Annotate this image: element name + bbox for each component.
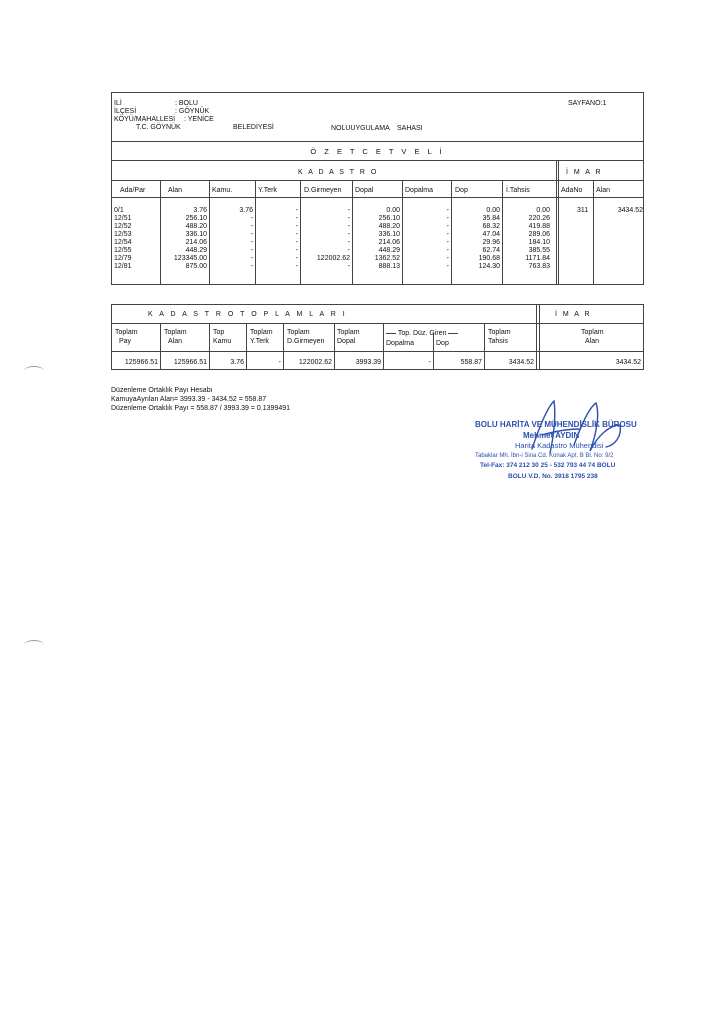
header-dopal: Dopal: [355, 187, 374, 194]
header-kamu: Kamu.: [212, 187, 233, 194]
header-toplam-dgirmeyen-sub: D.Girmeyen: [287, 338, 325, 345]
il-value: : BOLU: [175, 100, 198, 107]
header-toplam-alan-sub: Alan: [168, 338, 183, 345]
total-dop: 558.87: [460, 359, 482, 366]
total-tahsis: 3434.52: [508, 359, 534, 366]
header-imar-toplam-alan-sub: Alan: [585, 338, 600, 345]
total-alan: 125966.51: [173, 359, 207, 366]
header-dopalma: Dopalma: [405, 187, 434, 194]
header-dgirmeyen: D.Girmeyen: [304, 187, 342, 194]
belediye-label: BELEDİYESİ: [233, 124, 274, 131]
divider: [112, 351, 643, 352]
col-imar-alan: 3434.52: [617, 207, 643, 214]
header-adano: AdaNo: [561, 187, 583, 194]
main-table: [111, 161, 644, 285]
koy-label: KÖYÜ/MAHALLESİ: [114, 116, 176, 123]
header-toplam-tahsis-sub: Tahsis: [488, 338, 508, 345]
ozet-cetveli-band: [111, 142, 644, 161]
stamp-address: Tabaklar Mh. İbn-i Sina Cd. Konak Apt. B Bl. No: 9/2: [475, 453, 614, 459]
divider: [593, 180, 594, 284]
kadastro-title: K A D A S T R O: [298, 169, 379, 176]
total-dopal: 3993.39: [355, 359, 381, 366]
imar-title: İ M A R: [566, 169, 603, 176]
header-dop: Dop: [436, 340, 449, 347]
company-stamp: [470, 395, 650, 495]
header-toplam-dopal-sub: Dopal: [337, 338, 356, 345]
header-imar-toplam-alan: Toplam: [581, 329, 604, 336]
header-top-duz-giren: [386, 330, 482, 337]
totals-imar-title: İ M A R: [555, 311, 592, 318]
dash-line: [386, 333, 396, 334]
calc-ortaklik-payi: Düzenleme Ortaklık Payı = 558.87 / 3993.39 = 0.1399491: [111, 405, 291, 412]
uygulama-no-label: NOLUUYGULAMA: [331, 125, 390, 132]
koy-value: : YENİCE: [184, 116, 214, 123]
tc-municipality: T.C. GÖYNÜK: [136, 124, 181, 131]
divider: [112, 197, 643, 198]
header-toplam-yterk: Toplam: [250, 329, 273, 336]
stamp-title: Harita Kadastro Mühendisi: [515, 441, 604, 450]
punch-mark: [24, 640, 44, 650]
header-itahsis: İ.Tahsis: [506, 187, 530, 194]
punch-mark: [24, 366, 44, 376]
header-dopalma: Dopalma: [386, 340, 415, 347]
sahasi-label: SAHASI: [397, 125, 423, 132]
col-dopal: 0.00 256.10 488.20 336.10 214.06 448.29 1362.52 888.13: [374, 207, 400, 270]
col-ada-par: 0/1 12/51 12/52 12/53 12/54 12/55 12/79 12/81: [114, 207, 132, 270]
header-toplam-yterk-sub: Y.Terk: [250, 338, 269, 345]
header-top-kamu-sub: Kamu: [213, 338, 232, 345]
header-toplam-dopal: Toplam: [337, 329, 360, 336]
document-header: [111, 92, 644, 142]
ozet-cetveli-title: Ö Z E T C E T V E L İ: [310, 147, 445, 156]
total-dopalma: -: [428, 359, 431, 366]
ilce-label: İLÇESİ: [114, 108, 137, 115]
signature: [470, 395, 650, 495]
stamp-tax-no: BOLU V.D. No. 3918 1795 238: [508, 473, 598, 480]
stamp-company: BOLU HARİTA VE MÜHENDİSLİK BÜROSU: [475, 420, 637, 429]
col-dop: 0.00 35.84 68.32 47.04 29.96 62.74 190.68 124.30: [478, 207, 500, 270]
header-dop: Dop: [455, 187, 468, 194]
header-alan: Alan: [168, 187, 183, 194]
col-dgirmeyen: - - - - - - 122002.62 -: [316, 207, 350, 270]
header-imar-alan: Alan: [596, 187, 611, 194]
header-yterk: Y.Terk: [258, 187, 277, 194]
header-toplam-pay: Toplam: [115, 329, 138, 336]
header-toplam-tahsis: Toplam: [488, 329, 511, 336]
totals-table: [111, 304, 644, 370]
stamp-phone: Tel-Fax: 374 212 30 25 - 532 793 44 74 BOLU: [480, 462, 616, 469]
calc-kamuya-ayrilan: KamuyaAyrılan Alan= 3993.39 - 3434.52 = 558.87: [111, 396, 267, 403]
col-kamu: 3.76 - - - - - - -: [239, 207, 253, 270]
col-itahsis: 0.00 220.26 419.88 289.06 184.10 385.55 1171.84 763.83: [525, 207, 550, 270]
header-toplam-alan: Toplam: [164, 329, 187, 336]
ilce-value: : GÖYNÜK: [175, 108, 210, 115]
top-duz-giren-text: Top. Düz. Giren: [397, 330, 447, 337]
calc-title: Düzenleme Ortaklık Payı Hesabı: [111, 387, 213, 394]
col-adano: 311: [577, 207, 589, 214]
col-alan: 3.76 256.10 488.20 336.10 214.06 448.29 123345.00 875.00: [173, 207, 207, 270]
total-dgirmeyen: 122002.62: [298, 359, 332, 366]
il-label: İLİ: [114, 100, 122, 107]
divider: [536, 305, 537, 369]
dash-line: [448, 333, 458, 334]
header-top-kamu: Top: [213, 329, 225, 336]
page-number: SAYFANO:1: [568, 100, 607, 107]
divider: [112, 323, 643, 324]
totals-kadastro-title: K A D A S T R O T O P L A M L A R I: [148, 311, 348, 318]
header-ada-par: Ada/Par: [120, 187, 146, 194]
divider: [112, 180, 643, 181]
total-pay: 125966.51: [124, 359, 158, 366]
total-kamu: 3.76: [230, 359, 244, 366]
col-dopalma: - - - - - - - -: [446, 207, 449, 270]
stamp-name: Mehmet AYDIN: [523, 431, 580, 440]
header-toplam-dgirmeyen: Toplam: [287, 329, 310, 336]
total-imar-alan: 3434.52: [615, 359, 641, 366]
total-yterk: -: [278, 359, 281, 366]
col-yterk: - - - - - - - -: [295, 207, 298, 270]
header-toplam-pay-sub: Pay: [119, 338, 132, 345]
